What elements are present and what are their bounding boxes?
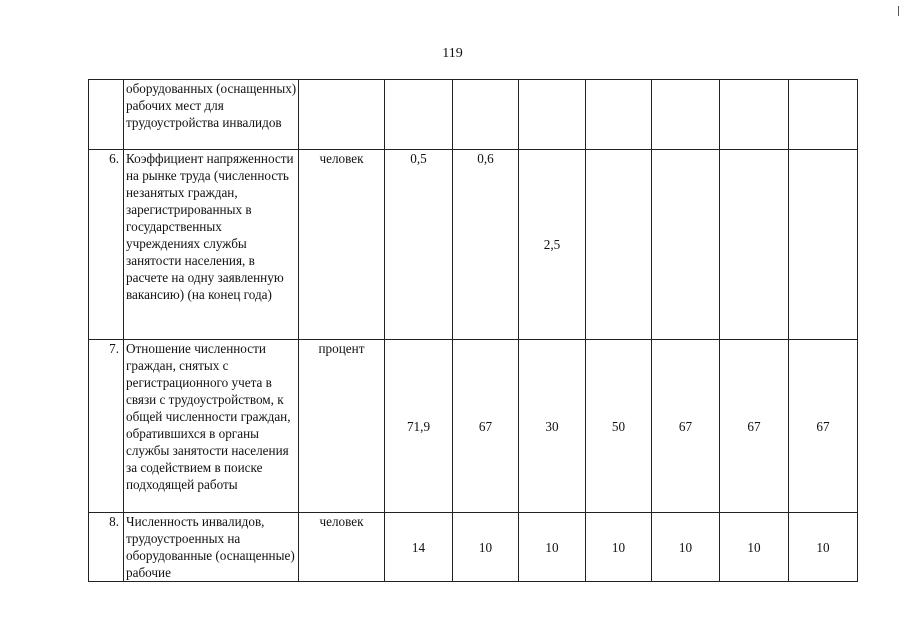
value-cell: 10 — [720, 513, 789, 582]
value-cell — [652, 80, 720, 150]
unit-cell: человек — [299, 513, 385, 582]
table-row — [89, 340, 858, 513]
value-cell: 10 — [789, 513, 858, 582]
unit-cell: процент — [299, 340, 385, 513]
row-number: 7. — [89, 340, 124, 513]
value-cell: 71,9 — [385, 340, 453, 513]
value-cell — [720, 80, 789, 150]
unit-cell: человек — [299, 150, 385, 340]
indicator-name: Коэффициент напряженности на рынке труда (численность незанятых граждан, зарегистрированных в государственных учреждениях службы занятости населения, в расчете на одну заявленную вакансию) (на конец года) — [124, 150, 299, 340]
value-cell: 10 — [519, 513, 586, 582]
value-cell: 67 — [453, 340, 519, 513]
value-cell: 2,5 — [519, 150, 586, 340]
value-cell: 50 — [586, 340, 652, 513]
row-number: 6. — [89, 150, 124, 340]
table-row — [89, 150, 858, 340]
value-cell: 10 — [586, 513, 652, 582]
value-cell: 10 — [652, 513, 720, 582]
unit-cell — [299, 80, 385, 150]
value-cell — [453, 80, 519, 150]
page-number: 119 — [442, 46, 463, 61]
indicator-table — [88, 79, 858, 582]
indicator-name: Численность инвалидов, трудоустроенных на оборудованные (оснащенные) рабочие — [124, 513, 299, 582]
value-cell: 67 — [720, 340, 789, 513]
value-cell: 10 — [453, 513, 519, 582]
table-row — [89, 80, 858, 150]
value-cell: 0,5 — [385, 150, 453, 340]
value-cell: 67 — [652, 340, 720, 513]
value-cell: 14 — [385, 513, 453, 582]
value-cell — [789, 150, 858, 340]
value-cell — [789, 80, 858, 150]
value-cell — [720, 150, 789, 340]
value-cell: 67 — [789, 340, 858, 513]
indicator-name: оборудованных (оснащенных) рабочих мест для трудоустройства инвалидов — [124, 80, 299, 150]
indicator-name: Отношение численности граждан, снятых с регистрационного учета в связи с трудоустройством, к общей численности граждан, обратившихся в органы службы занятости населения за содействием в поиске подходящей работы — [124, 340, 299, 513]
table-row — [89, 513, 858, 582]
scan-edge-mark — [898, 6, 899, 16]
value-cell: 30 — [519, 340, 586, 513]
value-cell — [385, 80, 453, 150]
row-number — [89, 80, 124, 150]
value-cell: 0,6 — [453, 150, 519, 340]
value-cell — [586, 80, 652, 150]
row-number: 8. — [89, 513, 124, 582]
value-cell — [519, 80, 586, 150]
value-cell — [586, 150, 652, 340]
value-cell — [652, 150, 720, 340]
